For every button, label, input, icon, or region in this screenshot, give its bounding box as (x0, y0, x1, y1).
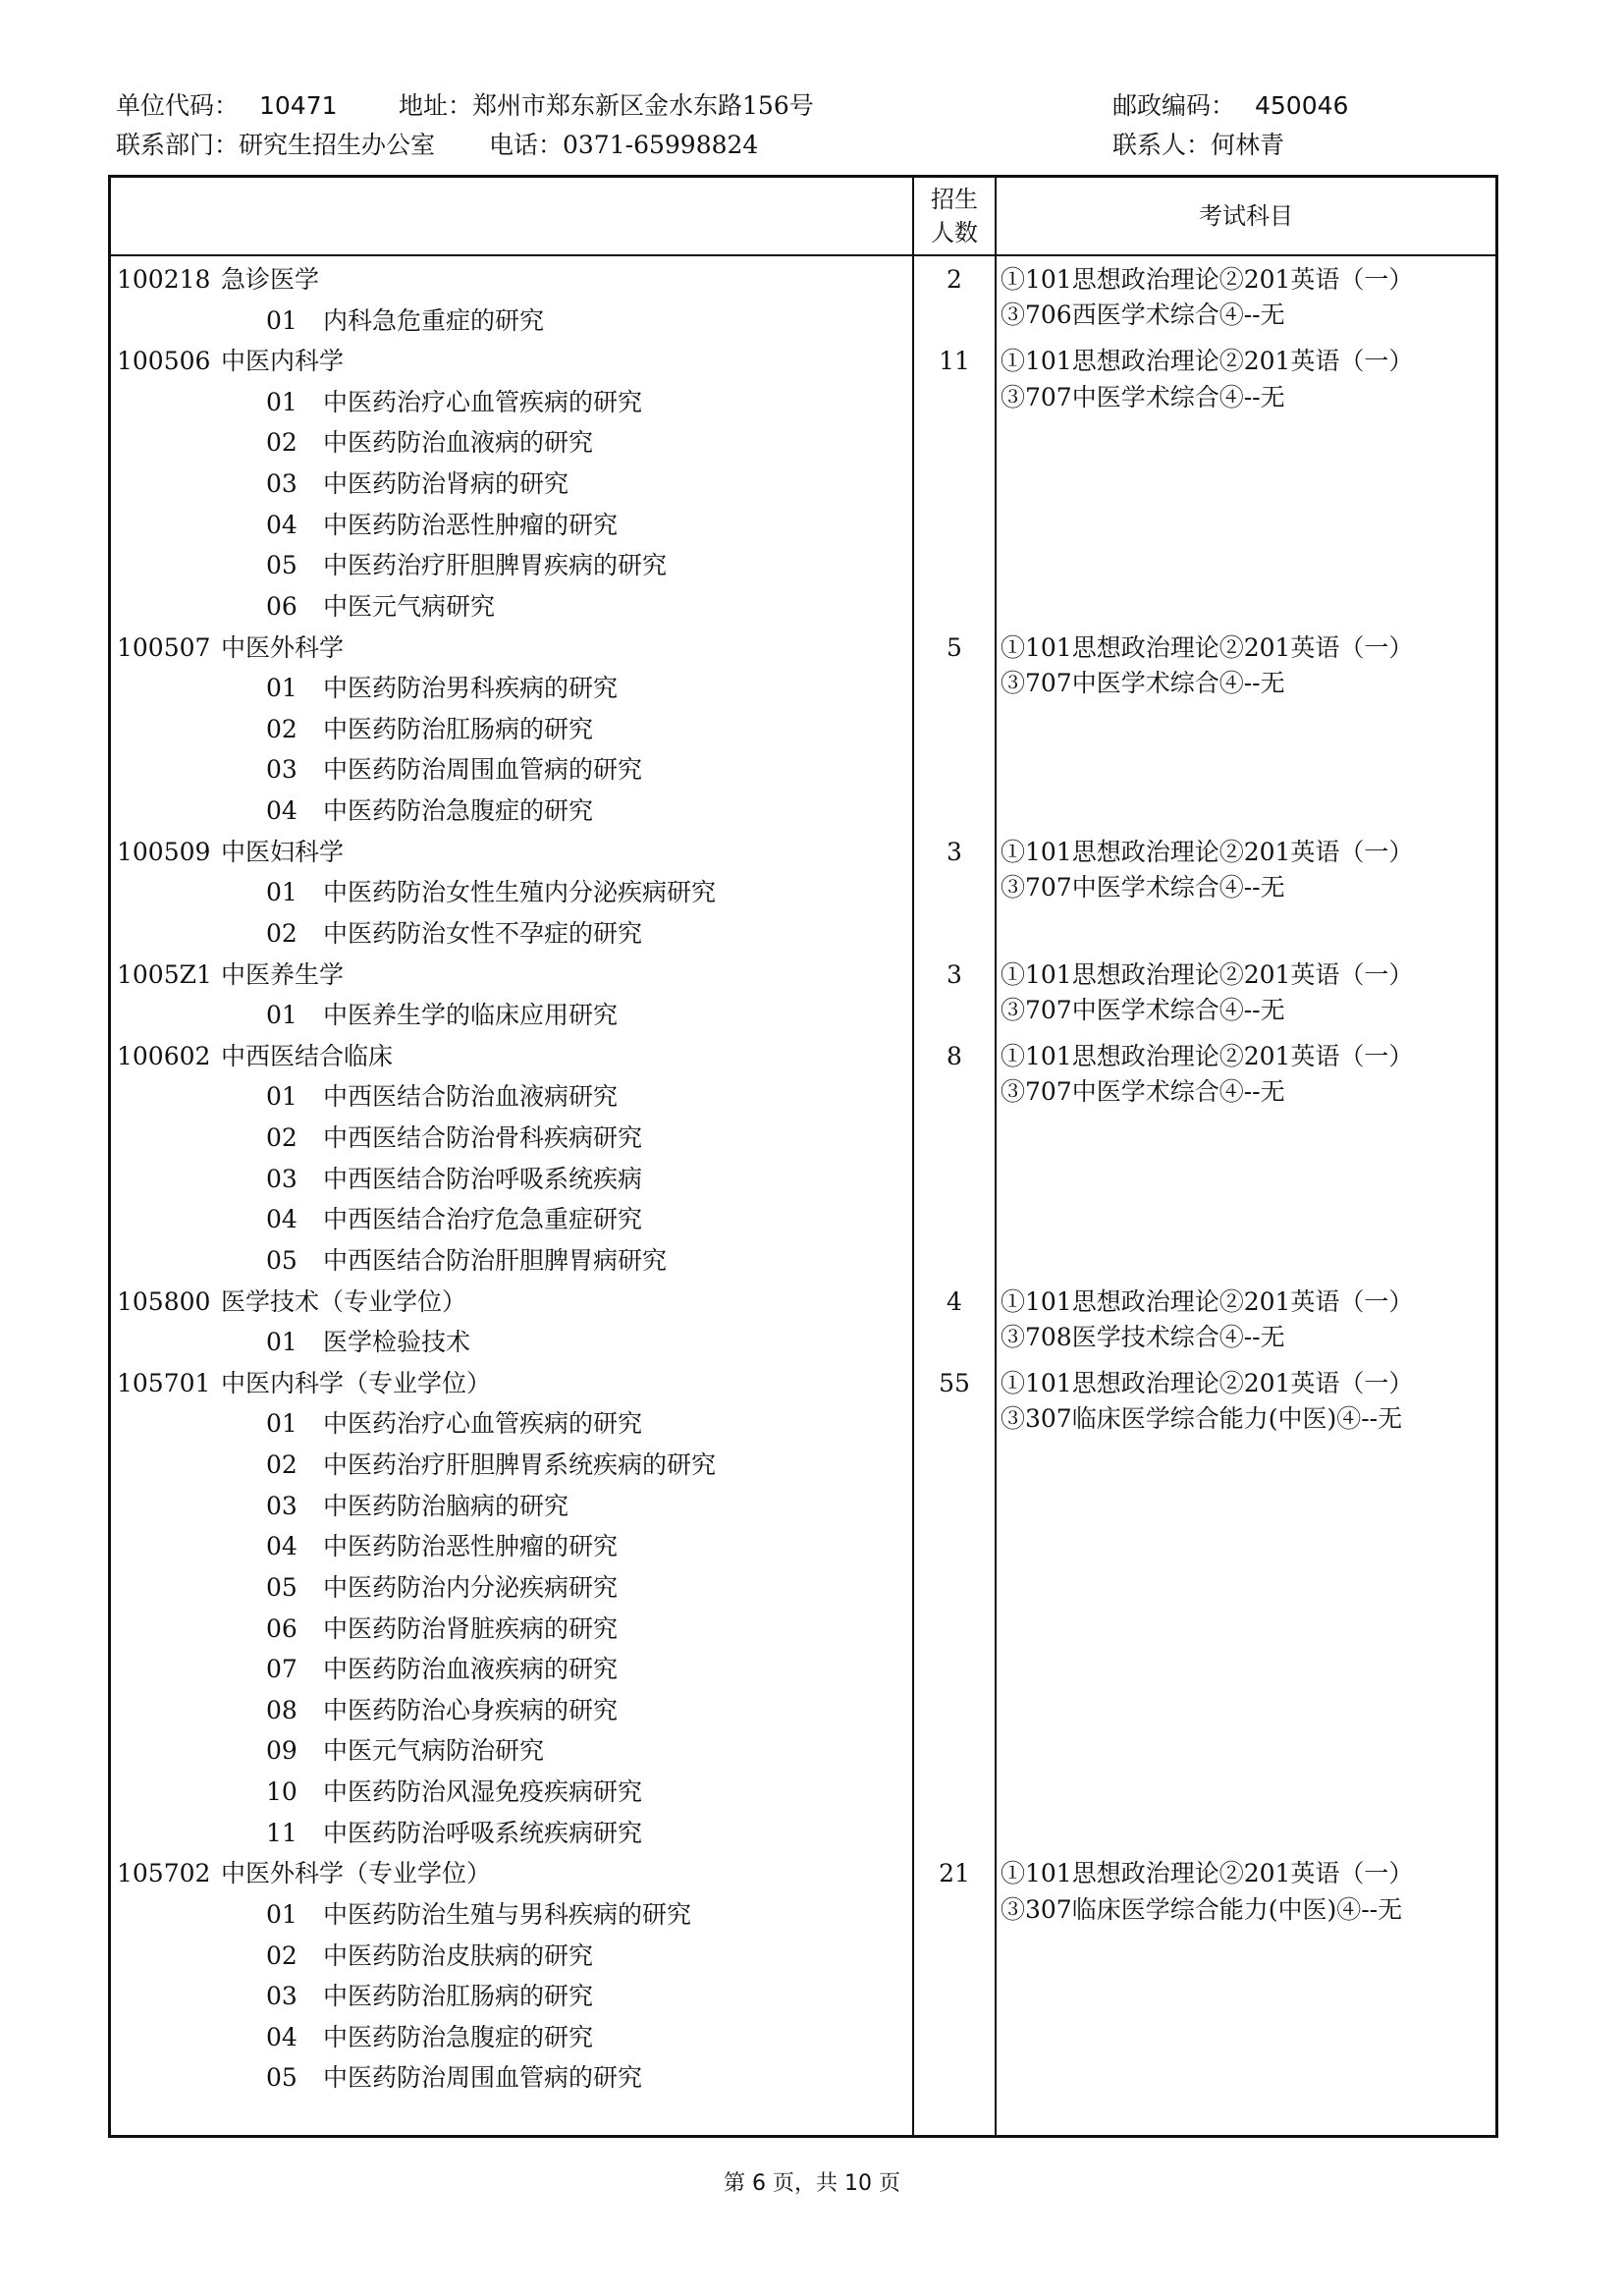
exam-subjects-line: ③707中医学术综合④--无 (1001, 873, 1285, 902)
direction-number: 04 (266, 796, 298, 826)
direction-number: 01 (266, 1082, 298, 1112)
major-code: 100218 (117, 265, 211, 294)
major-name: 中医外科学 (221, 632, 345, 662)
direction-number: 02 (266, 918, 298, 948)
major-name: 中医养生学 (221, 959, 345, 989)
direction-number: 01 (266, 1899, 298, 1929)
major-code: 105701 (117, 1368, 211, 1397)
major-name: 中医外科学（专业学位） (221, 1859, 492, 1888)
major-name: 急诊医学 (221, 265, 320, 294)
direction-name: 中医药治疗心血管疾病的研究 (323, 387, 643, 416)
col-header-subjects-text: 考试科目 (1199, 202, 1293, 230)
direction-name: 中医药防治恶性肿瘤的研究 (323, 510, 619, 539)
direction-name: 中医药防治风湿免疫疾病研究 (323, 1777, 643, 1807)
major-code: 100506 (117, 347, 211, 376)
direction-name: 医学检验技术 (323, 1328, 471, 1357)
direction-number: 04 (266, 1205, 298, 1234)
direction-name: 中医药防治呼吸系统疾病研究 (323, 1818, 643, 1847)
unit-code: 10471 (259, 91, 338, 120)
direction-name: 中医药治疗肝胆脾胃疾病的研究 (323, 551, 668, 580)
direction-number: 01 (266, 1328, 298, 1357)
direction-number: 02 (266, 714, 298, 743)
direction-number: 02 (266, 428, 298, 458)
col-header-subjects (997, 178, 1495, 254)
direction-number: 02 (266, 1941, 298, 1970)
direction-number: 01 (266, 1001, 298, 1030)
direction-name: 中西医结合防治骨科疾病研究 (323, 1123, 643, 1153)
direction-name: 中医药防治肛肠病的研究 (323, 1982, 594, 2011)
page-footer: 第 6 页，共 10 页 (724, 2171, 900, 2196)
direction-name: 中医药防治心身疾病的研究 (323, 1695, 619, 1724)
exam-subjects-line: ③708医学技术综合④--无 (1001, 1322, 1285, 1351)
col-header-count-text: 招生 人数 (931, 186, 978, 246)
direction-name: 中医药防治周围血管病的研究 (323, 2063, 643, 2093)
enrollment-count: 2 (947, 265, 962, 294)
exam-subjects-line: ①101思想政治理论②201英语（一） (1001, 1368, 1414, 1397)
major-name: 中医内科学 (221, 347, 345, 376)
direction-name: 中医药防治肛肠病的研究 (323, 714, 594, 743)
direction-number: 03 (266, 1491, 298, 1520)
major-name: 中西医结合临床 (221, 1041, 394, 1070)
exam-subjects-line: ①101思想政治理论②201英语（一） (1001, 1286, 1414, 1316)
contact-person: 联系人：何林青 (1112, 131, 1285, 159)
enrollment-count: 55 (939, 1368, 970, 1397)
postal-label: 邮政编码： (1112, 91, 1236, 120)
direction-name: 中医药防治恶性肿瘤的研究 (323, 1532, 619, 1561)
direction-name: 中医药防治生殖与男科疾病的研究 (323, 1899, 692, 1929)
major-name: 医学技术（专业学位） (221, 1286, 467, 1316)
direction-name: 中医药治疗肝胆脾胃系统疾病的研究 (323, 1450, 717, 1480)
direction-name: 中医元气病防治研究 (323, 1736, 545, 1766)
major-code: 100507 (117, 632, 211, 662)
header-row-1 (116, 86, 1510, 126)
direction-number: 04 (266, 510, 298, 539)
direction-name: 内科急危重症的研究 (323, 305, 545, 335)
postal-code: 450046 (1255, 91, 1349, 120)
exam-subjects-line: ③707中医学术综合④--无 (1001, 382, 1285, 411)
direction-number: 10 (266, 1777, 298, 1807)
direction-number: 03 (266, 469, 298, 499)
direction-number: 05 (266, 2063, 298, 2093)
direction-number: 06 (266, 1613, 298, 1643)
direction-name: 中医药防治皮肤病的研究 (323, 1941, 594, 1970)
direction-name: 中医养生学的临床应用研究 (323, 1001, 619, 1030)
contact-phone: 电话：0371-65998824 (489, 131, 759, 159)
direction-name: 中医药防治肾脏疾病的研究 (323, 1613, 619, 1643)
major-name: 中医妇科学 (221, 837, 345, 866)
direction-name: 中西医结合防治呼吸系统疾病 (323, 1164, 643, 1193)
direction-name: 中医药防治血液疾病的研究 (323, 1655, 619, 1684)
direction-name: 中医药防治肾病的研究 (323, 469, 569, 499)
enrollment-count: 21 (939, 1859, 970, 1888)
direction-name: 中医药防治血液病的研究 (323, 428, 594, 458)
major-code: 105800 (117, 1286, 211, 1316)
direction-name: 中医药防治女性生殖内分泌疾病研究 (323, 878, 717, 907)
enrollment-count: 3 (947, 837, 962, 866)
exam-subjects-line: ①101思想政治理论②201英语（一） (1001, 1041, 1414, 1070)
enrollment-count: 8 (947, 1041, 962, 1070)
exam-subjects-line: ③307临床医学综合能力(中医)④--无 (1001, 1404, 1403, 1434)
direction-number: 05 (266, 551, 298, 580)
direction-number: 03 (266, 1164, 298, 1193)
document-header (116, 86, 1510, 165)
direction-name: 中医药防治脑病的研究 (323, 1491, 569, 1520)
direction-name: 中医药防治内分泌疾病研究 (323, 1572, 619, 1602)
direction-number: 11 (266, 1818, 298, 1847)
exam-subjects-line: ①101思想政治理论②201英语（一） (1001, 1859, 1414, 1888)
direction-number: 01 (266, 387, 298, 416)
direction-number: 05 (266, 1572, 298, 1602)
direction-number: 03 (266, 755, 298, 785)
direction-name: 中医药治疗心血管疾病的研究 (323, 1409, 643, 1439)
major-code: 105702 (117, 1859, 211, 1888)
header-divider (111, 254, 1495, 256)
enrollment-count: 3 (947, 959, 962, 989)
direction-name: 中医药防治男科疾病的研究 (323, 674, 619, 703)
direction-number: 02 (266, 1123, 298, 1153)
major-code: 100602 (117, 1041, 211, 1070)
direction-number: 04 (266, 1532, 298, 1561)
direction-number: 01 (266, 674, 298, 703)
exam-subjects-line: ③307临床医学综合能力(中医)④--无 (1001, 1894, 1403, 1924)
direction-number: 07 (266, 1655, 298, 1684)
exam-subjects-line: ①101思想政治理论②201英语（一） (1001, 347, 1414, 376)
direction-number: 04 (266, 2022, 298, 2051)
direction-number: 06 (266, 591, 298, 621)
exam-subjects-line: ①101思想政治理论②201英语（一） (1001, 959, 1414, 989)
direction-name: 中医药防治急腹症的研究 (323, 796, 594, 826)
enrollment-count: 11 (939, 347, 970, 376)
direction-number: 01 (266, 305, 298, 335)
direction-name: 中医药防治急腹症的研究 (323, 2022, 594, 2051)
exam-subjects-line: ③707中医学术综合④--无 (1001, 1077, 1285, 1107)
admissions-table (108, 175, 1498, 2138)
major-code: 100509 (117, 837, 211, 866)
direction-name: 中医元气病研究 (323, 591, 496, 621)
address: 地址：郑州市郑东新区金水东路156号 (399, 91, 814, 120)
enrollment-count: 4 (947, 1286, 962, 1316)
direction-name: 中西医结合防治肝胆脾胃病研究 (323, 1245, 668, 1275)
direction-name: 中西医结合治疗危急重症研究 (323, 1205, 643, 1234)
unit-code-label: 单位代码： (116, 91, 240, 120)
exam-subjects-line: ①101思想政治理论②201英语（一） (1001, 632, 1414, 662)
column-divider (912, 178, 914, 2135)
direction-number: 03 (266, 1982, 298, 2011)
contact-department: 联系部门：研究生招生办公室 (116, 131, 436, 159)
major-code: 1005Z1 (117, 959, 212, 989)
direction-name: 中医药防治女性不孕症的研究 (323, 918, 643, 948)
column-divider (995, 178, 997, 2135)
direction-number: 05 (266, 1245, 298, 1275)
direction-number: 09 (266, 1736, 298, 1766)
direction-name: 中西医结合防治血液病研究 (323, 1082, 619, 1112)
exam-subjects-line: ③707中医学术综合④--无 (1001, 995, 1285, 1024)
direction-name: 中医药防治周围血管病的研究 (323, 755, 643, 785)
col-header-count (914, 178, 995, 254)
enrollment-count: 5 (947, 632, 962, 662)
exam-subjects-line: ③707中医学术综合④--无 (1001, 668, 1285, 697)
direction-number: 01 (266, 1409, 298, 1439)
direction-number: 02 (266, 1450, 298, 1480)
major-name: 中医内科学（专业学位） (221, 1368, 492, 1397)
exam-subjects-line: ①101思想政治理论②201英语（一） (1001, 265, 1414, 294)
direction-number: 08 (266, 1695, 298, 1724)
direction-number: 01 (266, 878, 298, 907)
header-row-2 (116, 126, 1510, 165)
exam-subjects-line: ①101思想政治理论②201英语（一） (1001, 837, 1414, 866)
exam-subjects-line: ③706西医学术综合④--无 (1001, 301, 1285, 330)
